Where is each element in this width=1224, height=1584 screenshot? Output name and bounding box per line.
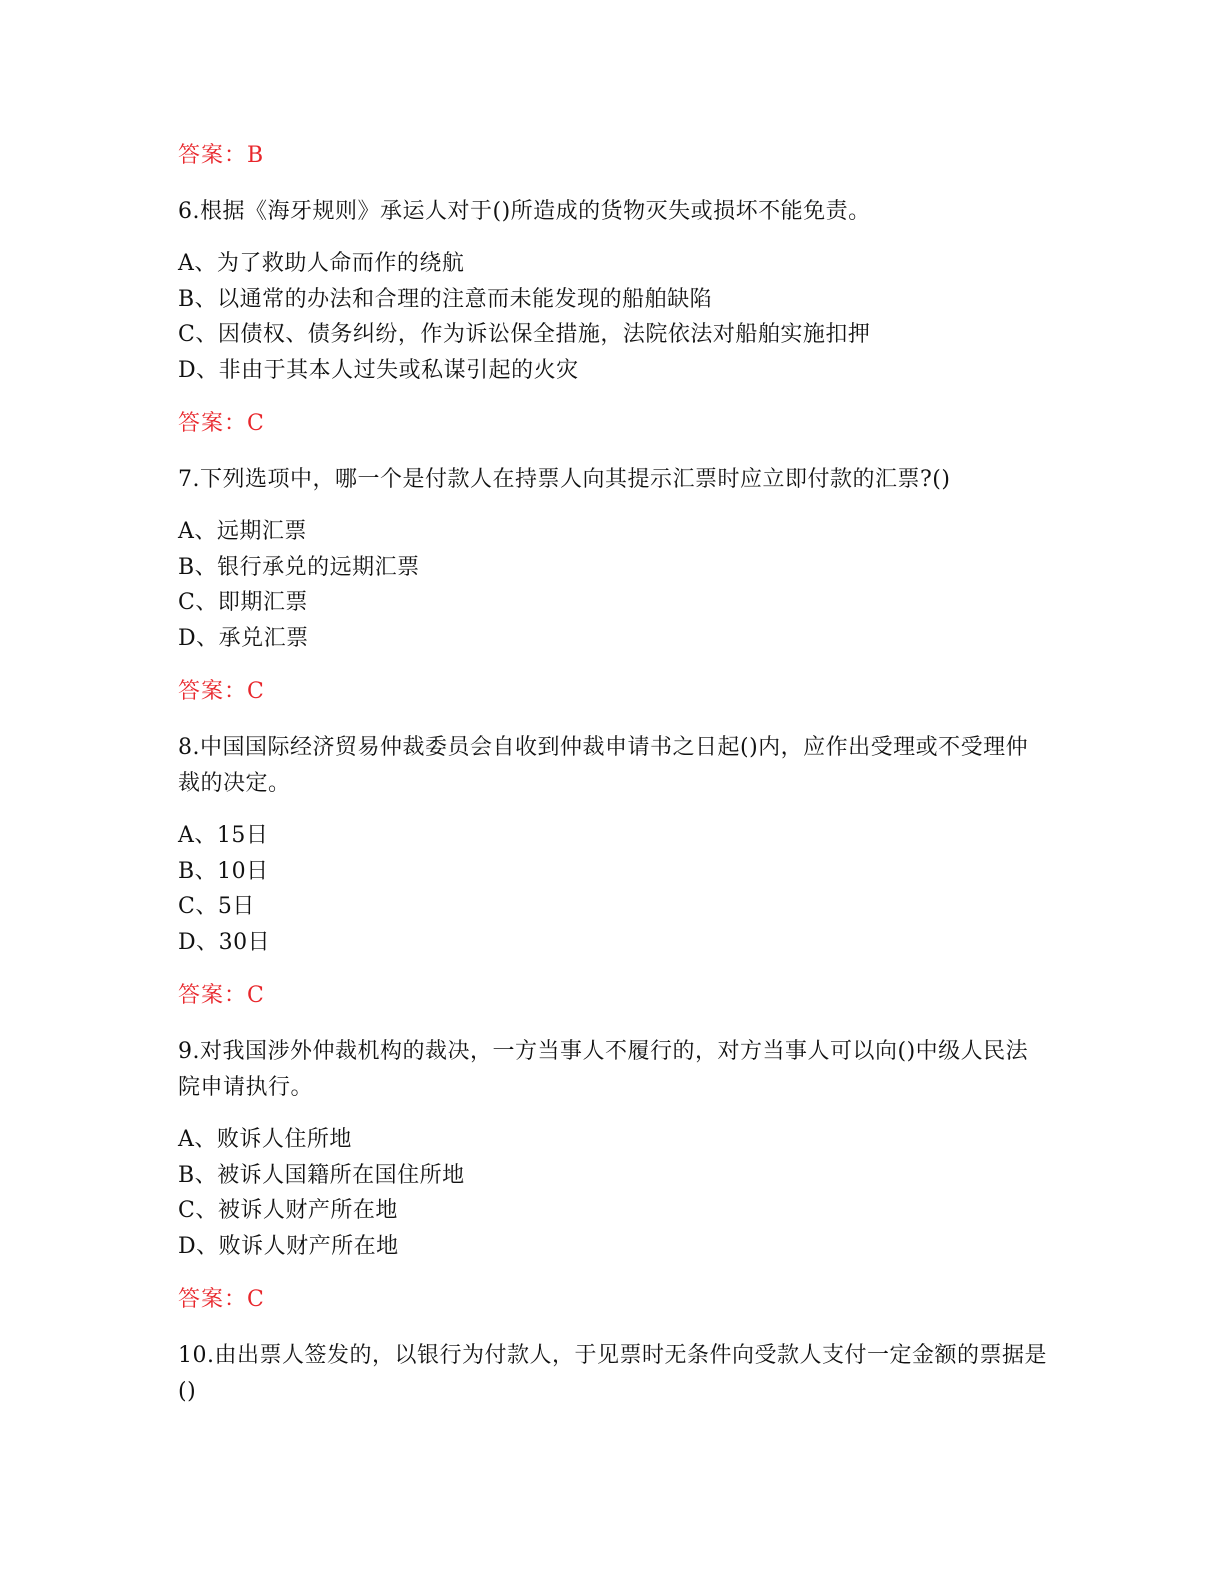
option-b: B、银行承兑的远期汇票 bbox=[178, 554, 420, 580]
option-b: B、被诉人国籍所在国住所地 bbox=[178, 1162, 465, 1188]
option-c: C、即期汇票 bbox=[178, 590, 308, 615]
document-page bbox=[178, 138, 1048, 1410]
option-list bbox=[178, 514, 1048, 656]
question-stem: 7.下列选项中，哪一个是付款人在持票人向其提示汇票时应立即付款的汇票?() bbox=[178, 467, 951, 492]
question-10 bbox=[178, 1338, 1048, 1410]
question-stem: 6.根据《海牙规则》承运人对于()所造成的货物灭失或损坏不能免责。 bbox=[178, 199, 871, 224]
option-list bbox=[178, 246, 1048, 388]
option-b: B、10日 bbox=[178, 858, 269, 884]
question-stem: 10.由出票人签发的，以银行为付款人，于见票时无条件向受款人支付一定金额的票据是() bbox=[178, 1343, 1047, 1404]
question-9 bbox=[178, 1034, 1048, 1264]
option-a: A、为了救助人命而作的绕航 bbox=[178, 251, 465, 276]
question-stem: 8.中国国际经济贸易仲裁委员会自收到仲裁申请书之日起()内，应作出受理或不受理仲裁的决定。 bbox=[178, 735, 1029, 796]
answer-label: 答案：C bbox=[178, 679, 265, 704]
option-a: A、远期汇票 bbox=[178, 519, 307, 544]
option-list bbox=[178, 818, 1048, 960]
question-7 bbox=[178, 462, 1048, 656]
question-8 bbox=[178, 730, 1048, 960]
option-a: A、败诉人住所地 bbox=[178, 1127, 352, 1152]
option-a: A、15日 bbox=[178, 823, 269, 848]
answer-label: 答案：C bbox=[178, 983, 265, 1008]
answer-label: 答案：B bbox=[178, 143, 265, 168]
option-d: D、承兑汇票 bbox=[178, 625, 309, 651]
option-b: B、以通常的办法和合理的注意而未能发现的船舶缺陷 bbox=[178, 286, 713, 312]
option-d: D、败诉人财产所在地 bbox=[178, 1233, 399, 1259]
option-c: C、被诉人财产所在地 bbox=[178, 1198, 398, 1223]
question-stem: 9.对我国涉外仲裁机构的裁决，一方当事人不履行的，对方当事人可以向()中级人民法院申请执行。 bbox=[178, 1039, 1029, 1100]
option-list bbox=[178, 1122, 1048, 1264]
option-d: D、30日 bbox=[178, 929, 271, 955]
answer-label: 答案：C bbox=[178, 411, 265, 436]
option-c: C、因债权、债务纠纷，作为诉讼保全措施，法院依法对船舶实施扣押 bbox=[178, 322, 871, 347]
question-6 bbox=[178, 194, 1048, 388]
answer-label: 答案：C bbox=[178, 1287, 265, 1312]
option-d: D、非由于其本人过失或私谋引起的火灾 bbox=[178, 357, 579, 383]
option-c: C、5日 bbox=[178, 894, 255, 919]
